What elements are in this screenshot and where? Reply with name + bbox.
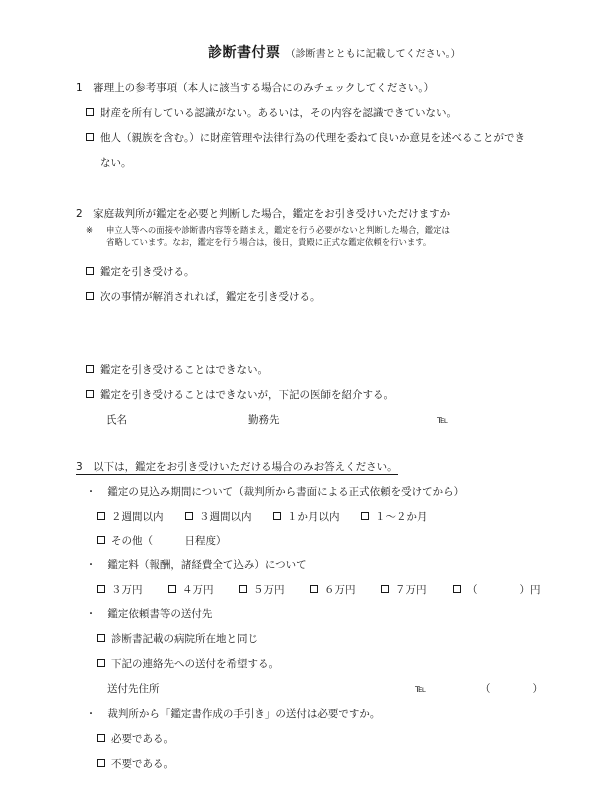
s2-note-line-1: 申立人等への面接や診断書内容等を踏まえ，鑑定を行う必要がないと判断した場合，鑑定は <box>106 225 450 235</box>
bullet: ・ <box>86 609 96 620</box>
s2-option-accept[interactable] <box>86 265 195 279</box>
s2-option-decline-label: 鑑定を引き受けることはできない。 <box>100 364 268 376</box>
s3-q1-option-4-label: １～２か月 <box>375 511 428 523</box>
s2-option-decline[interactable] <box>86 363 268 377</box>
bullet: ・ <box>86 560 96 571</box>
s3-q2-option-1[interactable] <box>97 583 143 597</box>
s3-q4-option-2[interactable] <box>97 757 174 771</box>
s2-option-refer[interactable] <box>86 388 394 402</box>
s3-q1-option-other-label: その他（ 日程度） <box>111 535 227 547</box>
s2-workplace-label: 勤務先 <box>248 414 280 426</box>
s3-q2-text: 鑑定料（報酬，諸経費全て込み）について <box>107 559 307 571</box>
s2-option-conditional-label: 次の事情が解消されれば，鑑定を引き受ける。 <box>100 291 321 303</box>
s3-q2-option-2[interactable] <box>168 583 214 597</box>
s3-q4-option-2-label: 不要である。 <box>111 758 174 770</box>
s1-option-2-cont: ない。 <box>100 157 132 169</box>
s3-q3-option-1-label: 診断書記載の病院所在地と同じ <box>111 633 258 645</box>
section-1-heading: 1 審理上の参考事項（本人に該当する場合にのみチェックしてください。） <box>76 82 435 94</box>
s3-q2-option-5-label: ７万円 <box>395 584 427 596</box>
s2-tel-label: ℡ <box>437 414 449 426</box>
s1-option-2[interactable] <box>86 131 525 145</box>
checkbox[interactable] <box>86 365 94 373</box>
s3-q1-option-3[interactable] <box>273 510 340 524</box>
s3-q3-option-1[interactable] <box>97 632 258 646</box>
s3-q2 <box>86 558 307 573</box>
s1-option-1-label: 財産を所有している認識がない。あるいは，その内容を認識できていない。 <box>100 107 457 119</box>
form-title-row <box>208 42 461 62</box>
s1-option-1[interactable] <box>86 106 457 120</box>
s2-option-conditional[interactable] <box>86 290 321 304</box>
checkbox[interactable] <box>97 512 105 520</box>
section-2-heading: 2 家庭裁判所が鑑定を必要と判断した場合，鑑定をお引き受けいただけますか <box>76 208 451 220</box>
checkbox[interactable] <box>86 267 94 275</box>
checkbox[interactable] <box>86 292 94 300</box>
s3-q2-option-1-label: ３万円 <box>111 584 143 596</box>
checkbox[interactable] <box>361 512 369 520</box>
checkbox[interactable] <box>239 585 247 593</box>
s3-address-label: 送付先住所 <box>107 683 160 695</box>
s3-q2-option-6[interactable] <box>453 583 541 597</box>
bullet: ・ <box>86 709 96 720</box>
s2-note-mark: ※ <box>86 225 94 235</box>
s3-q2-option-3[interactable] <box>239 583 285 597</box>
checkbox[interactable] <box>453 585 461 593</box>
s3-q3-option-2-label: 下記の連絡先への送付を希望する。 <box>111 658 279 670</box>
s3-q1 <box>86 485 464 500</box>
s3-q4-text: 裁判所から「鑑定書作成の手引き」の送付は必要ですか。 <box>107 708 381 720</box>
s3-q3-option-2[interactable] <box>97 657 279 671</box>
s3-q2-option-5[interactable] <box>381 583 427 597</box>
checkbox[interactable] <box>97 536 105 544</box>
s2-option-refer-label: 鑑定を引き受けることはできないが，下記の医師を紹介する。 <box>100 389 394 401</box>
s2-note-line-2: 省略しています。なお，鑑定を行う場合は，後日，貴殿に正式な鑑定依頼を行います。 <box>106 237 432 247</box>
s3-q4-option-1[interactable] <box>97 732 174 746</box>
checkbox[interactable] <box>97 734 105 742</box>
form-title-note: （診断書とともに記載してください。） <box>285 49 461 60</box>
s3-address-paren: （ ） <box>480 683 543 695</box>
s1-option-2-label: 他人（親族を含む。）に財産管理や法律行為の代理を委ねて良いか意見を述べることができ <box>100 132 525 144</box>
s3-q4-option-1-label: 必要である。 <box>111 733 174 745</box>
s2-name-label: 氏名 <box>106 414 127 426</box>
s3-q2-option-4[interactable] <box>310 583 356 597</box>
checkbox[interactable] <box>310 585 318 593</box>
s2-option-accept-label: 鑑定を引き受ける。 <box>100 266 195 278</box>
s3-q3-text: 鑑定依頼書等の送付先 <box>107 608 213 620</box>
s3-q1-option-1[interactable] <box>97 510 164 524</box>
s3-q3 <box>86 607 212 622</box>
s3-q1-option-4[interactable] <box>361 510 428 524</box>
section-3-heading: 3 以下は，鑑定をお引き受けいただける場合のみお答えください。 <box>76 461 398 473</box>
bullet: ・ <box>86 487 96 498</box>
checkbox[interactable] <box>273 512 281 520</box>
checkbox[interactable] <box>97 659 105 667</box>
checkbox[interactable] <box>185 512 193 520</box>
s3-q1-text: 鑑定の見込み期間について（裁判所から書面による正式依頼を受けてから） <box>107 486 465 498</box>
s3-q1-option-2[interactable] <box>185 510 252 524</box>
checkbox[interactable] <box>381 585 389 593</box>
checkbox[interactable] <box>97 585 105 593</box>
s3-q2-option-2-label: ４万円 <box>182 584 214 596</box>
checkbox[interactable] <box>97 634 105 642</box>
checkbox[interactable] <box>86 108 94 116</box>
s3-q1-option-other[interactable] <box>97 534 227 548</box>
checkbox[interactable] <box>168 585 176 593</box>
form-title: 診断書付票 <box>208 45 281 61</box>
checkbox[interactable] <box>86 390 94 398</box>
s3-q2-option-3-label: ５万円 <box>253 584 285 596</box>
s3-q2-option-4-label: ６万円 <box>324 584 356 596</box>
s3-address-tel: ℡ <box>415 683 427 695</box>
section-3-heading-row <box>76 460 398 474</box>
s3-q2-option-6-label: （ ）円 <box>467 584 541 596</box>
s3-q1-option-1-label: ２週間以内 <box>111 511 164 523</box>
s3-q1-option-2-label: ３週間以内 <box>199 511 252 523</box>
checkbox[interactable] <box>86 133 94 141</box>
s3-q1-option-3-label: １か月以内 <box>287 511 340 523</box>
s3-q4 <box>86 707 380 722</box>
checkbox[interactable] <box>97 759 105 767</box>
